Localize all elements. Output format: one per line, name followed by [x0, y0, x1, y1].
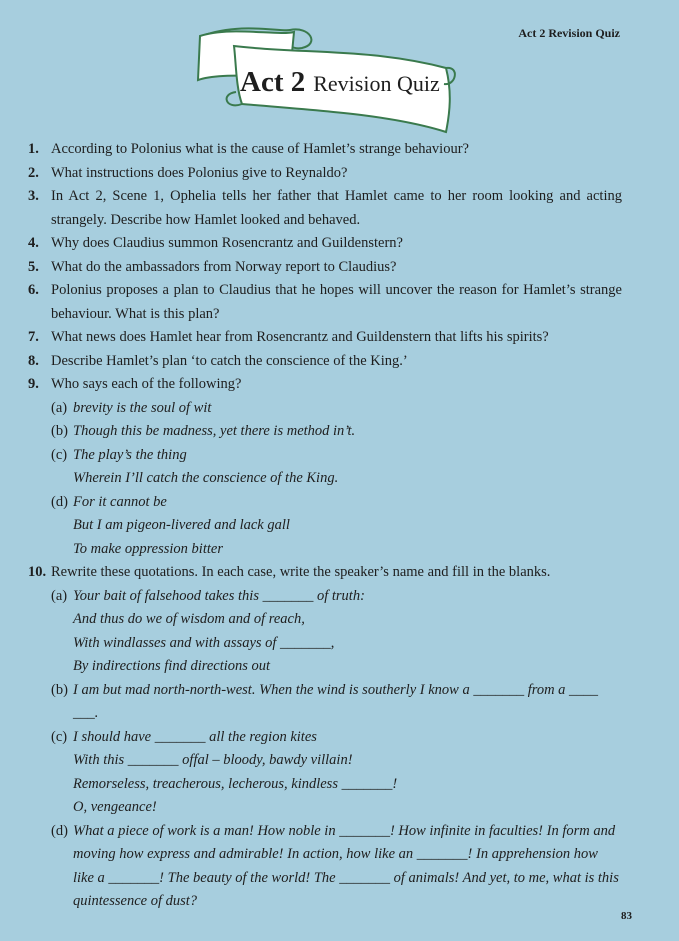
question-number: 2.	[28, 164, 39, 181]
question-number: 3.	[28, 188, 39, 204]
banner-title-small: Revision Quiz	[313, 71, 440, 96]
question	[28, 279, 622, 326]
quote-line: To make oppression bitter	[73, 540, 223, 557]
quote-line: I am but mad north-north-west. When the wind is southerly I know a _______ from a ____ ___.	[73, 681, 599, 721]
question-text: In Act 2, Scene 1, Ophelia tells her father that Hamlet came to her room looking and acting strangely. Describe how Hamlet looked and behaved.	[51, 188, 622, 228]
question-number: 4.	[28, 235, 39, 251]
question	[28, 373, 622, 397]
quote-line: Though this be madness, yet there is method in’t.	[73, 423, 356, 439]
question	[28, 138, 622, 162]
quote-line: I should have _______ all the region kites	[73, 728, 317, 745]
question-text: What instructions does Polonius give to Reynaldo?	[51, 164, 348, 181]
question-text: According to Polonius what is the cause of Hamlet’s strange behaviour?	[51, 141, 469, 157]
question-number: 7.	[28, 329, 39, 345]
question	[28, 350, 622, 374]
question	[28, 162, 622, 186]
quote-item	[28, 444, 622, 468]
quote-label: (d)	[51, 493, 68, 510]
quote-line: The play’s the thing	[73, 446, 187, 463]
quote-line: And thus do we of wisdom and of reach,	[73, 611, 305, 627]
quote-label: (c)	[51, 728, 68, 745]
quote-line: With windlasses and with assays of _______,	[73, 634, 335, 651]
question-text: Rewrite these quotations. In each case, write the speaker’s name and fill in the blanks.	[51, 564, 551, 580]
quote-label: (c)	[51, 446, 68, 463]
quote-line: Wherein I’ll catch the conscience of the King.	[73, 470, 339, 486]
question-text: What news does Hamlet hear from Rosencrantz and Guildenstern that lifts his spirits?	[51, 329, 549, 345]
quote-item	[28, 397, 622, 421]
running-header: Act 2 Revision Quiz	[518, 26, 620, 40]
question-text: Polonius proposes a plan to Claudius that he hopes will uncover the reason for Hamlet’s strange behaviour. What is this plan?	[51, 282, 622, 322]
quiz-questions	[28, 138, 622, 914]
quote-line: With this _______ offal – bloody, bawdy villain!	[73, 752, 353, 768]
question-text: Describe Hamlet’s plan ‘to catch the conscience of the King.’	[51, 352, 408, 369]
question-number: 6.	[28, 282, 39, 298]
question-number: 1.	[28, 141, 39, 157]
question	[28, 256, 622, 280]
quote-line: For it cannot be	[73, 493, 167, 510]
quote-item	[28, 820, 622, 914]
quote-label: (a)	[51, 587, 68, 604]
quote-item	[28, 726, 622, 750]
question	[28, 561, 622, 585]
question	[28, 326, 622, 350]
quote-label: (a)	[51, 399, 68, 416]
quote-item	[28, 679, 622, 726]
quote-item	[28, 420, 622, 444]
banner-title-big: Act 2	[240, 66, 306, 98]
question	[28, 185, 622, 232]
quote-item	[28, 491, 622, 515]
quote-label: (d)	[51, 822, 68, 839]
quote-item	[28, 585, 622, 609]
quote-line: Your bait of falsehood takes this _______ of truth:	[73, 587, 365, 604]
question-number: 9.	[28, 376, 39, 392]
quote-label: (b)	[51, 423, 68, 439]
question-number: 10.	[28, 564, 47, 580]
question-text: What do the ambassadors from Norway report to Claudius?	[51, 258, 397, 275]
banner-title	[240, 66, 440, 99]
question-number: 8.	[28, 352, 39, 369]
quote-label: (b)	[51, 681, 68, 698]
quote-line: O, vengeance!	[73, 799, 157, 815]
page-number: 83	[621, 910, 632, 922]
question-number: 5.	[28, 258, 39, 275]
question-text: Why does Claudius summon Rosencrantz and Guildenstern?	[51, 235, 403, 251]
quote-line: What a piece of work is a man! How noble in _______! How infinite in faculties! In form and moving how express and admirable! In action, how like an _______! In apprehension how like a _______! The beauty of the world! The _______ of animals! And yet, to me, what is this quintessence of dust?	[73, 822, 619, 909]
question	[28, 232, 622, 256]
quote-line: By indirections find directions out	[73, 658, 271, 674]
quote-line: brevity is the soul of wit	[73, 399, 212, 416]
question-text: Who says each of the following?	[51, 376, 242, 392]
quote-line: Remorseless, treacherous, lecherous, kindless _______!	[73, 775, 398, 792]
quote-line: But I am pigeon-livered and lack gall	[73, 517, 290, 533]
